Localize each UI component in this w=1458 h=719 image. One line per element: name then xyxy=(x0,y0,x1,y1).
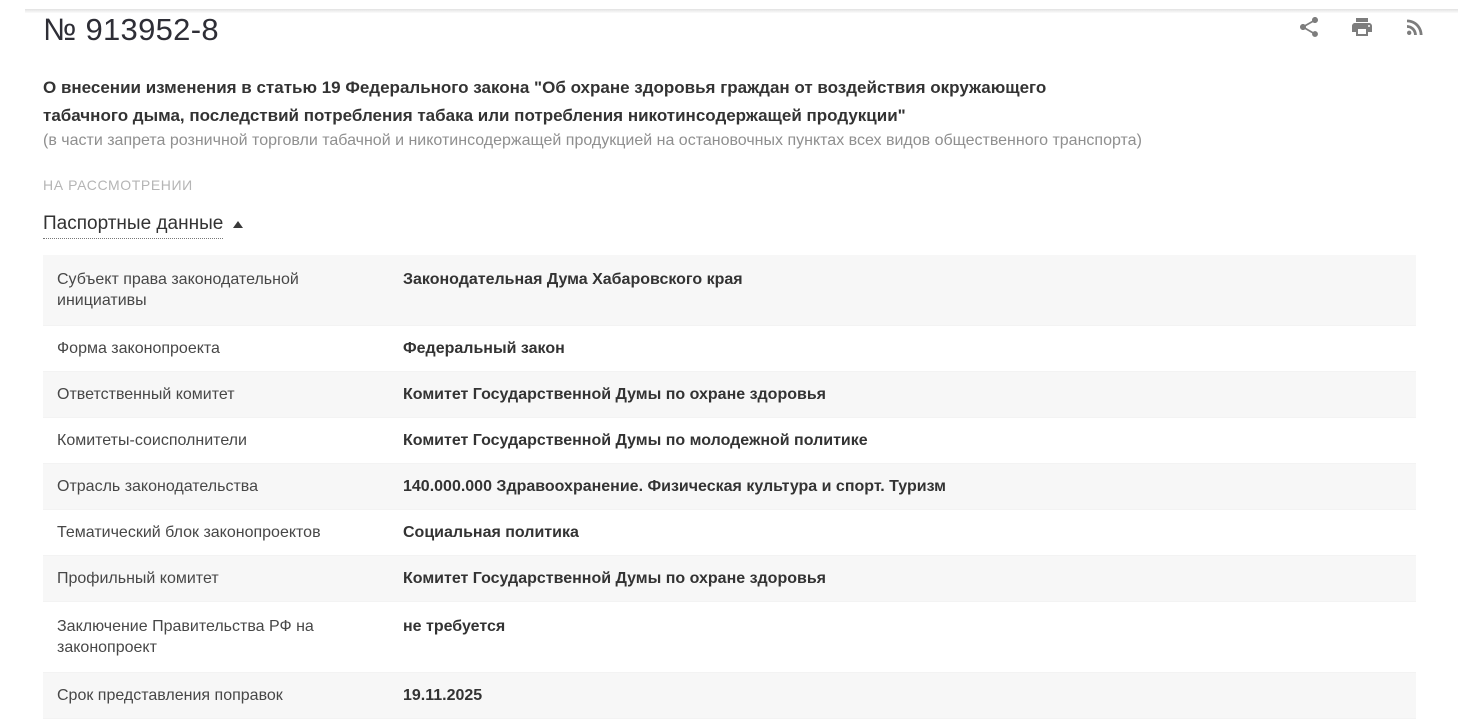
bill-subtitle: (в части запрета розничной торговли табачной и никотинсодержащей продукцией на остановочных пунктах всех видов общественного транспорта) xyxy=(43,132,1142,149)
row-label: Субъект права законодательной инициативы xyxy=(57,271,299,309)
row-label: Тематический блок законопроектов xyxy=(57,524,321,541)
table-row xyxy=(43,255,1416,326)
bill-number: № 913952-8 xyxy=(43,12,219,47)
table-row xyxy=(43,418,1416,464)
row-label: Форма законопроекта xyxy=(57,340,220,357)
bill-title-line-2: табачного дыма, последствий потребления табака или потребления никотинсодержащей продукции" xyxy=(43,106,906,125)
row-label: Комитеты-соисполнители xyxy=(57,432,247,449)
section-title: Паспортные данные xyxy=(43,213,223,239)
toolbar xyxy=(1296,14,1428,40)
status-badge: НА РАССМОТРЕНИИ xyxy=(43,177,193,193)
row-value: Комитет Государственной Думы по охране здоровья xyxy=(403,386,827,403)
passport-table xyxy=(43,255,1416,719)
bill-title xyxy=(43,74,1143,130)
table-row xyxy=(43,673,1416,719)
rss-icon[interactable] xyxy=(1402,14,1428,40)
row-label: Отрасль законодательства xyxy=(57,478,258,495)
row-value: Комитет Государственной Думы по молодежной политике xyxy=(403,432,868,449)
collapse-arrow-icon xyxy=(233,221,243,228)
row-value: Законодательная Дума Хабаровского края xyxy=(403,271,743,288)
table-row xyxy=(43,464,1416,510)
bill-title-line-1: О внесении изменения в статью 19 Федерального закона "Об охране здоровья граждан от воздействия окружающего xyxy=(43,78,1047,97)
row-label: Ответственный комитет xyxy=(57,386,235,403)
row-value: Социальная политика xyxy=(403,524,579,541)
table-row xyxy=(43,326,1416,372)
top-divider xyxy=(25,9,1458,13)
row-label: Срок представления поправок xyxy=(57,687,283,704)
print-icon[interactable] xyxy=(1349,14,1375,40)
table-row xyxy=(43,510,1416,556)
row-value: не требуется xyxy=(403,618,506,635)
row-value: Федеральный закон xyxy=(403,340,565,357)
row-label: Профильный комитет xyxy=(57,570,219,587)
table-row xyxy=(43,372,1416,418)
table-row xyxy=(43,602,1416,673)
row-value: Комитет Государственной Думы по охране здоровья xyxy=(403,570,827,587)
passport-section-toggle[interactable] xyxy=(43,213,243,239)
row-value: 140.000.000 Здравоохранение. Физическая культура и спорт. Туризм xyxy=(403,478,946,495)
share-icon[interactable] xyxy=(1296,14,1322,40)
table-row xyxy=(43,556,1416,602)
row-value: 19.11.2025 xyxy=(403,687,483,704)
row-label: Заключение Правительства РФ на законопроект xyxy=(57,618,314,656)
